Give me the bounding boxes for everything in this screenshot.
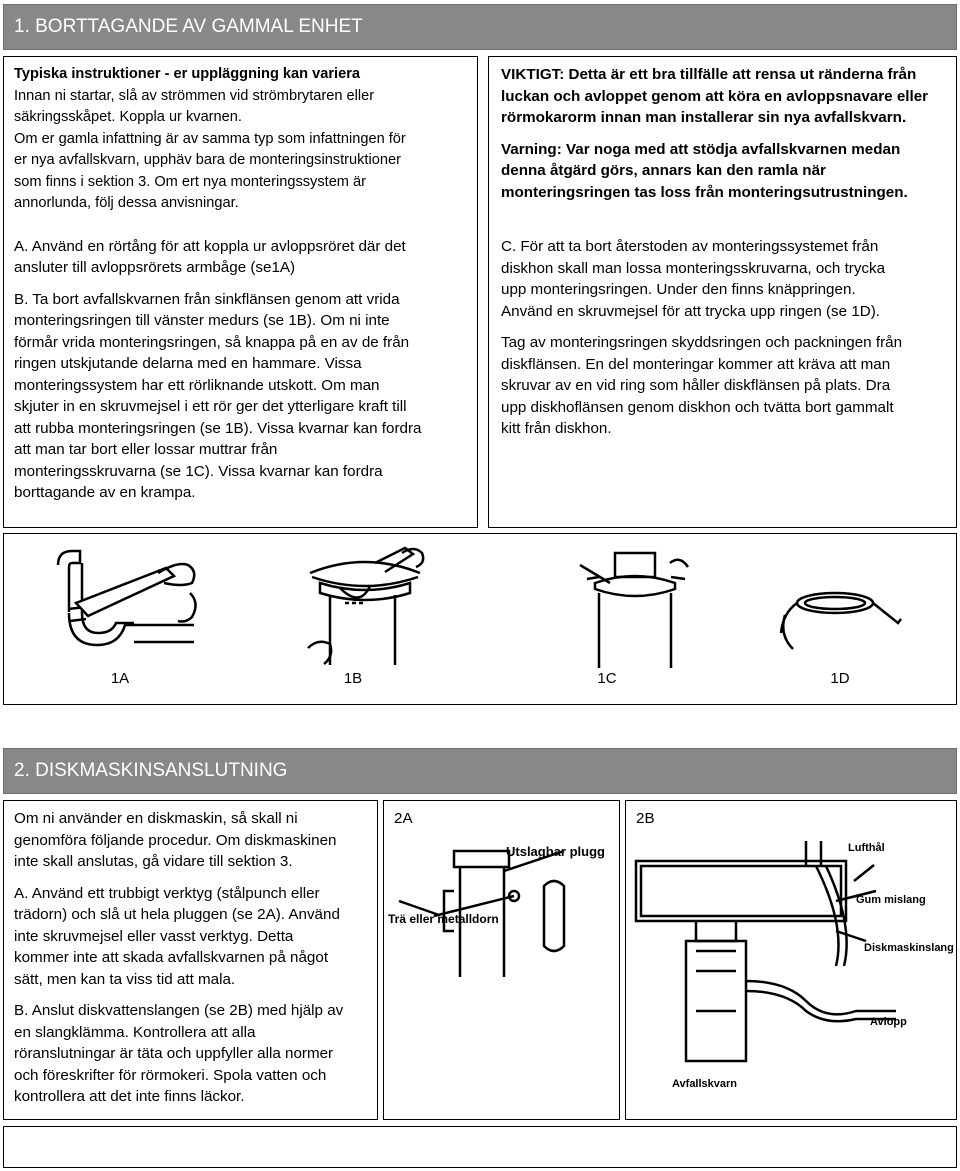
step-b-line: röranslutningar är täta och uppfyller alla normer (14, 1045, 334, 1062)
step-a-line: A. Använd ett trubbigt verktyg (stålpunch eller (14, 884, 320, 902)
figure-1c (575, 543, 695, 668)
step-a-line: trädorn) och slå ut hela pluggen (se 2A). Använd (14, 906, 340, 923)
intro-paragraph (14, 86, 467, 215)
section-2-header (3, 748, 957, 794)
step-c-paragraph (501, 236, 946, 322)
section-2-left-panel (3, 800, 378, 1120)
step-b-line: B. Anslut diskvattenslangen (se 2B) med hjälp av (14, 1002, 344, 1019)
pipe-wrench-illustration (40, 543, 210, 668)
intro-line: er nya avfallskvarn, upphäv bara de monteringsinstruktioner (14, 152, 401, 168)
section-1-header (3, 4, 957, 50)
step-b-line: förmår vrida monteringsringen, så knappa på en av de från (14, 333, 410, 351)
mounting-screws-illustration (575, 543, 695, 668)
step-b-line: skjuter in en skruvmejsel i ett rör ger det ytterligare kraft till (14, 398, 407, 415)
important-line: VIKTIGT: Detta är ett bra tillfälle att rensa ut ränderna från (501, 66, 917, 83)
important-line: luckan och avloppet genom att köra en avloppsnavare eller (501, 87, 929, 105)
step-c2-line: kitt från diskhon. (501, 420, 612, 437)
bottom-blank-panel (3, 1126, 957, 1168)
callout-rubber-hose: Gum mislang (856, 894, 926, 906)
figure-1b (290, 543, 435, 668)
step-a-line: ansluter till avloppsrörets armbåge (se1A) (14, 259, 296, 276)
intro-line: säkringsskåpet. Koppla ur kvarnen. (14, 109, 242, 125)
step-b-paragraph (14, 289, 467, 504)
step-b-line: och föreskrifter för rörmokeri. Spola vatten och (14, 1066, 327, 1084)
step-b-line: ringen utskjutande delarna med en hammare. Vissa (14, 355, 362, 372)
intro-heading: Typiska instruktioner - er uppläggning kan variera (14, 66, 361, 82)
warning-line: denna åtgärd görs, annars kan den ramla när (501, 162, 826, 179)
section-2-title: 2. DISKMASKINSANSLUTNING (14, 760, 288, 781)
figure-2b-panel (625, 800, 957, 1120)
step-b-line: kontrollera att det inte finns läckor. (14, 1088, 245, 1105)
knockout-plug-illustration (384, 831, 621, 1031)
intro-line: Innan ni startar, slå av strömmen vid strömbrytaren eller (14, 87, 375, 104)
figure-1c-caption: 1C (597, 670, 617, 687)
warning-line: Varning: Var noga med att stödja avfallskvarnen medan (501, 140, 901, 158)
step-c-line: upp monteringsringen. Under den finns knäppringen. (501, 281, 856, 298)
step-c-line: diskhon skall man lossa monteringsskruvarna, och trycka (501, 259, 886, 277)
section-1-title: 1. BORTTAGANDE AV GAMMAL ENHET (14, 16, 363, 37)
callout-disposer: Avfallskvarn (672, 1078, 738, 1090)
figure-1a (40, 543, 210, 668)
intro-line: Om ni använder en diskmaskin, så skall ni (14, 810, 298, 827)
callout-dishwasher-hose: Diskmaskinslang (864, 942, 954, 954)
step-a-line: sätt, men kan ta viss tid att mala. (14, 970, 236, 988)
figure-1d (775, 565, 905, 660)
step-b-line: att man tar bort eller lossar muttrar från (14, 441, 278, 458)
step-c2-line: diskflänsen. En del monteringar kommer att kräva att man (501, 355, 891, 373)
callout-knockout-plug: Utslagbar plugg (506, 844, 605, 859)
intro-line: annorlunda, följ dessa anvisningar. (14, 195, 239, 211)
step-a-line: A. Använd en rörtång för att koppla ur avloppsröret där det (14, 237, 406, 255)
section-1-right-panel (488, 56, 957, 528)
step-b-line: monteringsringen till vänster medurs (se 1B). Om ni inte (14, 312, 390, 329)
figure-2b-label: 2B (636, 810, 655, 827)
figure-1b-caption: 1B (343, 670, 363, 687)
snap-ring-illustration (775, 565, 905, 660)
warning-line: monteringsringen tas loss från monteringsutrustningen. (501, 183, 908, 201)
intro-line: genomföra följande procedur. Om diskmaskinen (14, 831, 337, 849)
dishwasher-hose-illustration (626, 831, 958, 1119)
step-a-line: kommer inte att skada avfallskvarnen på något (14, 949, 329, 966)
section-2-intro (14, 808, 367, 873)
important-line: rörmokarorm innan man installerar sin nya avfallskvarn. (501, 109, 907, 126)
figure-1a-caption: 1A (110, 670, 130, 687)
important-note (501, 64, 946, 129)
step-c2-paragraph (501, 332, 946, 440)
figure-2a-panel (383, 800, 620, 1120)
step-b-line: B. Ta bort avfallskvarnen från sinkflänsen genom att vrida (14, 290, 400, 308)
section-2-step-b (14, 1000, 367, 1108)
warning-note (501, 139, 946, 204)
figure-1d-caption: 1D (830, 670, 850, 687)
step-c2-line: skruvar av en vid ring som håller diskflänsen på plats. Dra (501, 377, 891, 394)
step-b-line: borttagande av en krampa. (14, 484, 196, 501)
step-a-paragraph (14, 236, 467, 279)
step-c2-line: upp diskhoflänsen genom diskhon och tvätta bort gammalt (501, 398, 894, 416)
section-1-left-panel (3, 56, 478, 528)
step-c2-line: Tag av monteringsringen skyddsringen och packningen från (501, 334, 903, 351)
step-b-line: en slangklämma. Kontrollera att alla (14, 1023, 256, 1041)
step-b-line: monteringssystem har ett rörliknande utskott. Om man (14, 376, 380, 394)
figure-2a-label: 2A (394, 810, 413, 827)
step-b-line: att rubba monteringsringen (se 1B). Vissa kvarnar kan fordra (14, 419, 422, 437)
callout-drain: Avlopp (870, 1016, 907, 1028)
intro-line: som finns i sektion 3. Om ert nya monteringssystem är (14, 173, 366, 190)
callout-tool: Trä eller metalldorn (388, 912, 499, 926)
section-2-step-a (14, 883, 367, 991)
step-c-line: C. För att ta bort återstoden av monteringssystemet från (501, 238, 879, 255)
step-c-line: Använd en skruvmejsel för att trycka upp ringen (se 1D). (501, 302, 881, 320)
intro-line: Om er gamla infattning är av samma typ som infattningen för (14, 130, 406, 147)
mounting-ring-illustration (290, 543, 435, 668)
step-a-line: inte skruvmejsel eller vasst verktyg. Detta (14, 927, 294, 945)
callout-vent: Lufthål (848, 842, 885, 854)
intro-line: inte skall anslutas, gå vidare till sektion 3. (14, 853, 293, 870)
step-b-line: monteringsskruvarna (se 1C). Vissa kvarnar kan fordra (14, 462, 383, 480)
